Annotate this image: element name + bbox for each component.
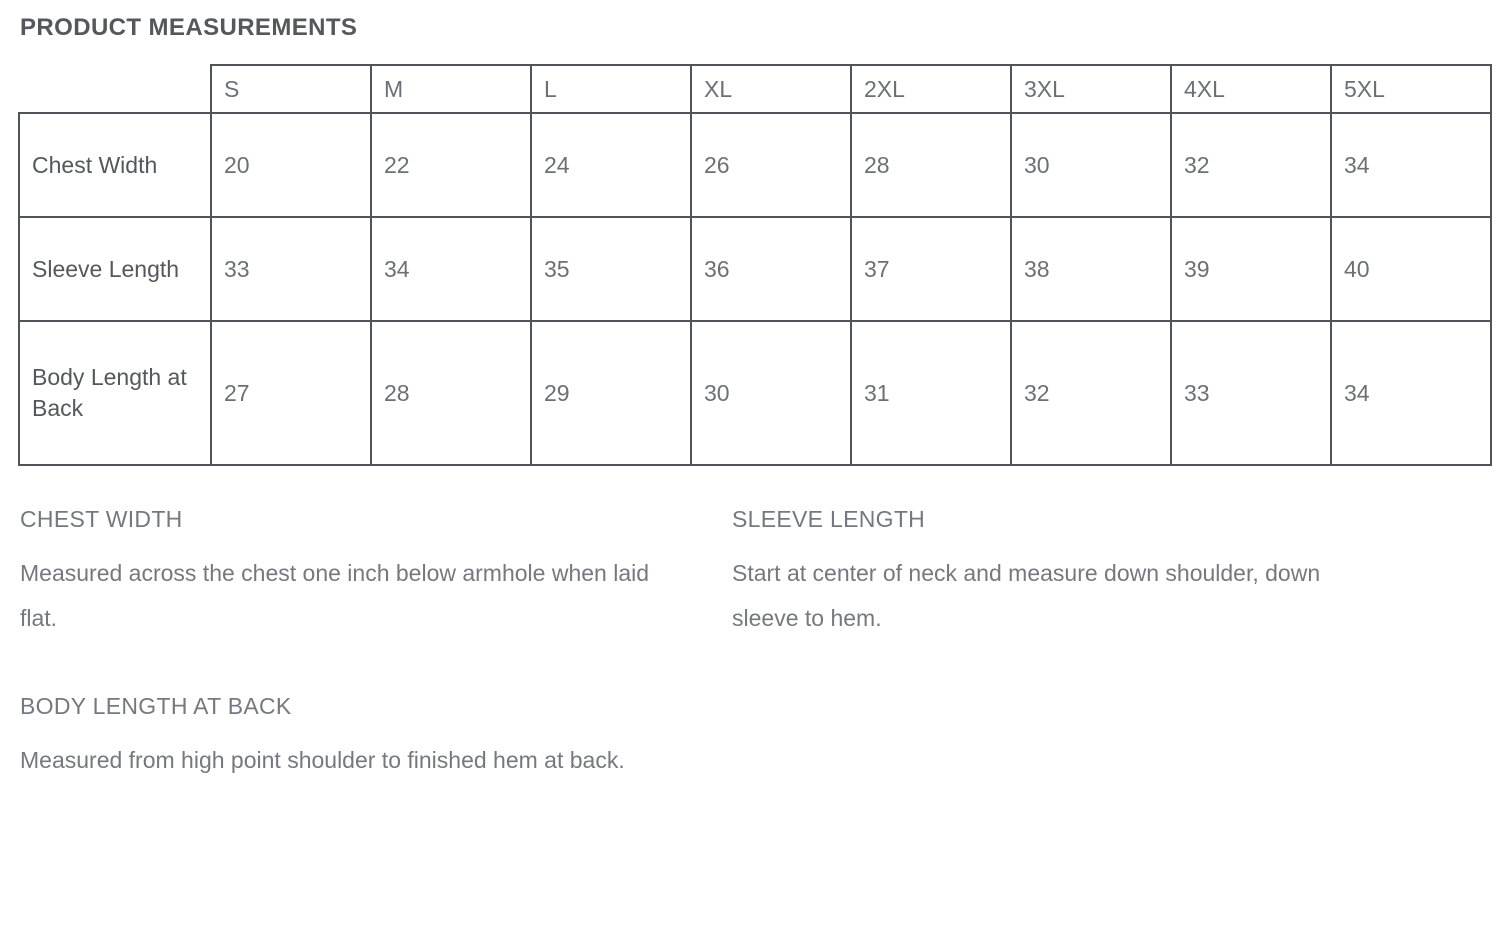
row-header-sleeve-length: Sleeve Length	[19, 217, 211, 321]
cell-body-length-5xl: 34	[1331, 321, 1491, 465]
column-header-l: L	[531, 65, 691, 113]
cell-sleeve-length-3xl: 38	[1011, 217, 1171, 321]
row-header-body-length-at-back: Body Length at Back	[19, 321, 211, 465]
page-title: PRODUCT MEASUREMENTS	[20, 14, 358, 41]
table-body	[19, 113, 1491, 465]
column-header-3xl: 3XL	[1011, 65, 1171, 113]
cell-sleeve-length-xl: 36	[691, 217, 851, 321]
cell-chest-width-xl: 26	[691, 113, 851, 217]
column-header-s: S	[211, 65, 371, 113]
column-header-m: M	[371, 65, 531, 113]
table-row	[19, 321, 1491, 465]
row-header-chest-width: Chest Width	[19, 113, 211, 217]
product-measurements-table	[18, 64, 1492, 466]
table-row	[19, 217, 1491, 321]
cell-sleeve-length-5xl: 40	[1331, 217, 1491, 321]
cell-chest-width-s: 20	[211, 113, 371, 217]
note-body-sleeve-length: Start at center of neck and measure down shoulder, down sleeve to hem.	[732, 560, 1321, 632]
cell-body-length-2xl: 31	[851, 321, 1011, 465]
cell-body-length-4xl: 33	[1171, 321, 1331, 465]
cell-body-length-s: 27	[211, 321, 371, 465]
note-title-chest-width: CHEST WIDTH	[20, 506, 183, 533]
column-header-4xl: 4XL	[1171, 65, 1331, 113]
notes-row-top	[20, 506, 1480, 641]
note-body-body-length-at-back: Measured from high point shoulder to finished hem at back.	[20, 747, 625, 774]
cell-sleeve-length-4xl: 39	[1171, 217, 1331, 321]
note-body-chest-width: Measured across the chest one inch below armhole when laid flat.	[20, 560, 650, 632]
cell-sleeve-length-2xl: 37	[851, 217, 1011, 321]
notes-row-bottom	[20, 693, 1480, 783]
note-body-length-at-back	[20, 693, 732, 783]
cell-chest-width-3xl: 30	[1011, 113, 1171, 217]
note-sleeve-length	[732, 506, 1444, 641]
table-corner-cell	[19, 65, 211, 113]
measurement-notes	[20, 506, 1480, 783]
column-header-5xl: 5XL	[1331, 65, 1491, 113]
note-chest-width	[20, 506, 732, 641]
table-header	[19, 65, 1491, 113]
cell-body-length-m: 28	[371, 321, 531, 465]
table-header-row	[19, 65, 1491, 113]
cell-body-length-xl: 30	[691, 321, 851, 465]
cell-chest-width-m: 22	[371, 113, 531, 217]
cell-sleeve-length-l: 35	[531, 217, 691, 321]
cell-sleeve-length-s: 33	[211, 217, 371, 321]
cell-chest-width-l: 24	[531, 113, 691, 217]
cell-sleeve-length-m: 34	[371, 217, 531, 321]
note-title-sleeve-length: SLEEVE LENGTH	[732, 506, 926, 533]
column-header-xl: XL	[691, 65, 851, 113]
note-title-body-length-at-back: BODY LENGTH AT BACK	[20, 693, 292, 720]
cell-chest-width-2xl: 28	[851, 113, 1011, 217]
table-row	[19, 113, 1491, 217]
cell-chest-width-4xl: 32	[1171, 113, 1331, 217]
cell-body-length-3xl: 32	[1011, 321, 1171, 465]
column-header-2xl: 2XL	[851, 65, 1011, 113]
cell-chest-width-5xl: 34	[1331, 113, 1491, 217]
cell-body-length-l: 29	[531, 321, 691, 465]
